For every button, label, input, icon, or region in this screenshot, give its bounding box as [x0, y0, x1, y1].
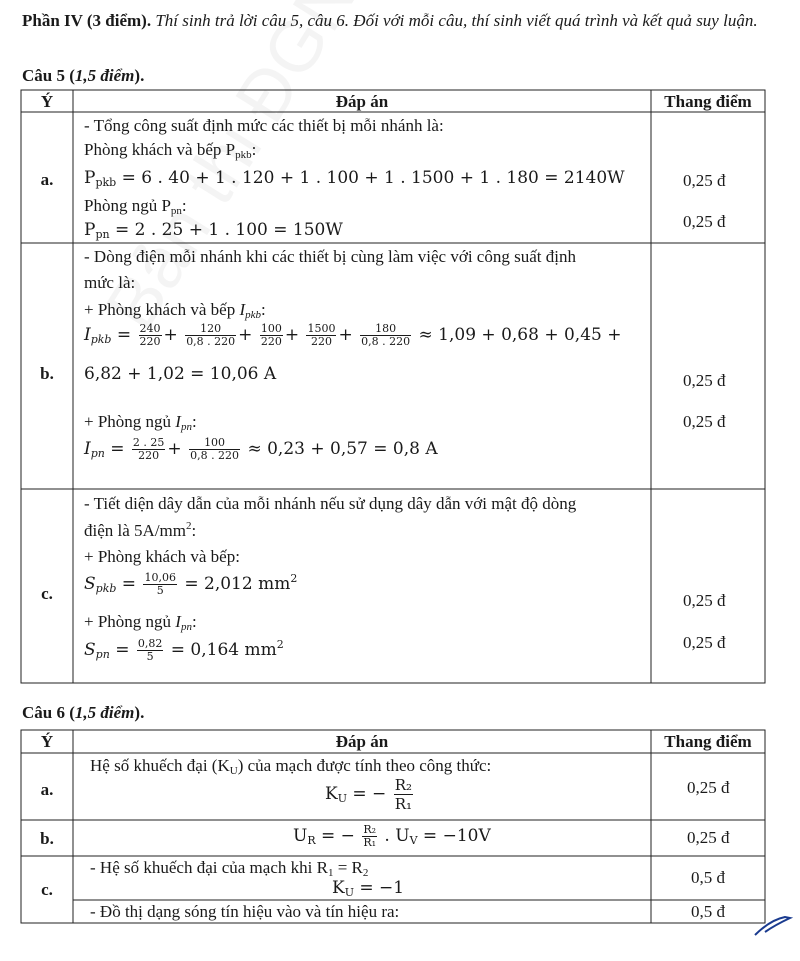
row-label-5b: b. [40, 364, 54, 383]
equation-6a-ku: KU = − $\frac{\text{R₂}}{\text{R₁}}$ [325, 776, 412, 813]
score-6c-2: 0,5 đ [691, 902, 725, 921]
text-6c-l1: - Hệ số khuếch đại của mạch khi R1 = R2 [90, 858, 369, 879]
text-5b-l6: + Phòng ngủ Ipn: [84, 412, 197, 433]
text-5b-l2: mức là: [84, 273, 136, 292]
text-5c-l3: + Phòng khách và bếp: [84, 547, 240, 566]
fraction: $\frac{240}{220}$ [139, 322, 161, 348]
equation-6b-ur: UR = − $\frac{\text{R₂}}{\text{R₁}}$ . UV = −10V [293, 823, 491, 849]
header-answer: Đáp án [335, 732, 389, 751]
equation-5c-spn: Spn = $\frac{0,82}{5}$ = 0,164 $mm^2$ [84, 637, 284, 663]
equation-5b-result: 6,82 + 1,02 = 10,06 A [84, 364, 277, 384]
fraction: $\frac{1500}{220}$ [307, 322, 336, 348]
fraction: $\frac{10,06}{5}$ [144, 571, 176, 597]
header-score: Thang điểm [664, 92, 752, 111]
question-6-title: Câu 6 (1,5 điểm). [22, 703, 145, 722]
row-label-6b: b. [40, 829, 54, 848]
fraction: $\frac{2 . 25}{220}$ [132, 436, 165, 462]
score-5c-2: 0,25 đ [683, 633, 726, 652]
score-6a: 0,25 đ [687, 778, 730, 797]
row-label-5a: a. [40, 170, 54, 189]
row-label-6a: a. [40, 780, 54, 799]
header-y: Ý [40, 92, 54, 111]
text-5c-l1: - Tiết diện dây dẫn của mỗi nhánh nếu sử dụng dây dẫn với mật độ dòng [84, 494, 577, 513]
fraction: $\frac{100}{220}$ [260, 322, 282, 348]
text-5a-l1: - Tổng công suất định mức các thiết bị mỗi nhánh là: [84, 116, 444, 135]
question-5-title: Câu 5 (1,5 điểm). [22, 66, 145, 85]
score-5c-1: 0,25 đ [683, 591, 726, 610]
score-6c-1: 0,5 đ [691, 868, 725, 887]
equation-5a-ppkb: Ppkb = 6 . 40 + 1 . 120 + 1 . 100 + 1 . 1500 + 1 . 180 = 2140W [84, 168, 625, 189]
fraction: $\frac{120}{0,8 . 220}$ [186, 322, 236, 348]
equation-6c-ku: KU = −1 [332, 878, 405, 899]
text-6a-l1: Hệ số khuếch đại (KU) của mạch được tính theo công thức: [90, 756, 492, 777]
text-5c-l2: điện là $5A/mm^2$: [84, 520, 197, 540]
fraction: $\frac{\text{R₂}}{\text{R₁}}$ [394, 776, 412, 813]
fraction: $\frac{0,82}{5}$ [137, 637, 163, 663]
fraction: $\frac{100}{0,8 . 220}$ [190, 436, 240, 462]
text-5a-l2: Phòng khách và bếp Ppkb: [84, 140, 257, 161]
text-5b-l1: - Dòng điện mỗi nhánh khi các thiết bị cùng làm việc với công suất định [84, 247, 576, 266]
header-score: Thang điểm [664, 732, 752, 751]
header-answer: Đáp án [335, 92, 389, 111]
score-5b-1: 0,25 đ [683, 371, 726, 390]
text-5a-l4: Phòng ngủ Ppn: [84, 196, 187, 217]
equation-5b-ipkb: Ipkb = $\frac{240}{220}$ + $\frac{120}{0,8 . 220}$ + $\frac{100}{220}$ + $\frac{1500}{220}$ + $\frac{180}{0,8 . 220}$ ≈ 1,09 + 0,68 + 0,45 + [84, 322, 622, 348]
equation-5b-ipn: Ipn = $\frac{2 . 25}{220}$ + $\frac{100}{0,8 . 220}$ ≈ 0,23 + 0,57 = 0,8 A [84, 436, 438, 462]
score-5a-1: 0,25 đ [683, 171, 726, 190]
equation-5c-spkb: Spkb = $\frac{10,06}{5}$ = 2,012 $mm^2$ [84, 571, 298, 597]
header-y: Ý [40, 732, 54, 751]
row-label-5c: c. [41, 584, 53, 603]
text-6c-l3: - Đồ thị dạng sóng tín hiệu vào và tín hiệu ra: [90, 902, 400, 921]
text-5b-l3: + Phòng khách và bếp Ipkb: [84, 300, 266, 321]
equation-5a-ppn: Ppn = 2 . 25 + 1 . 100 = 150W [84, 220, 343, 241]
row-label-6c: c. [41, 880, 53, 899]
score-6b: 0,25 đ [687, 828, 730, 847]
score-5b-2: 0,25 đ [683, 412, 726, 431]
fraction: $\frac{\text{R₂}}{\text{R₁}}$ [363, 823, 377, 849]
score-5a-2: 0,25 đ [683, 212, 726, 231]
fraction: $\frac{180}{0,8 . 220}$ [361, 322, 411, 348]
part-intro: Phần IV (3 điểm). Thí sinh trả lời câu 5, câu 6. Đối với mỗi câu, thí sinh viết quá trình và kết quả suy luận. [22, 11, 758, 30]
text-5c-l5: + Phòng ngủ Ipn: [84, 612, 197, 633]
